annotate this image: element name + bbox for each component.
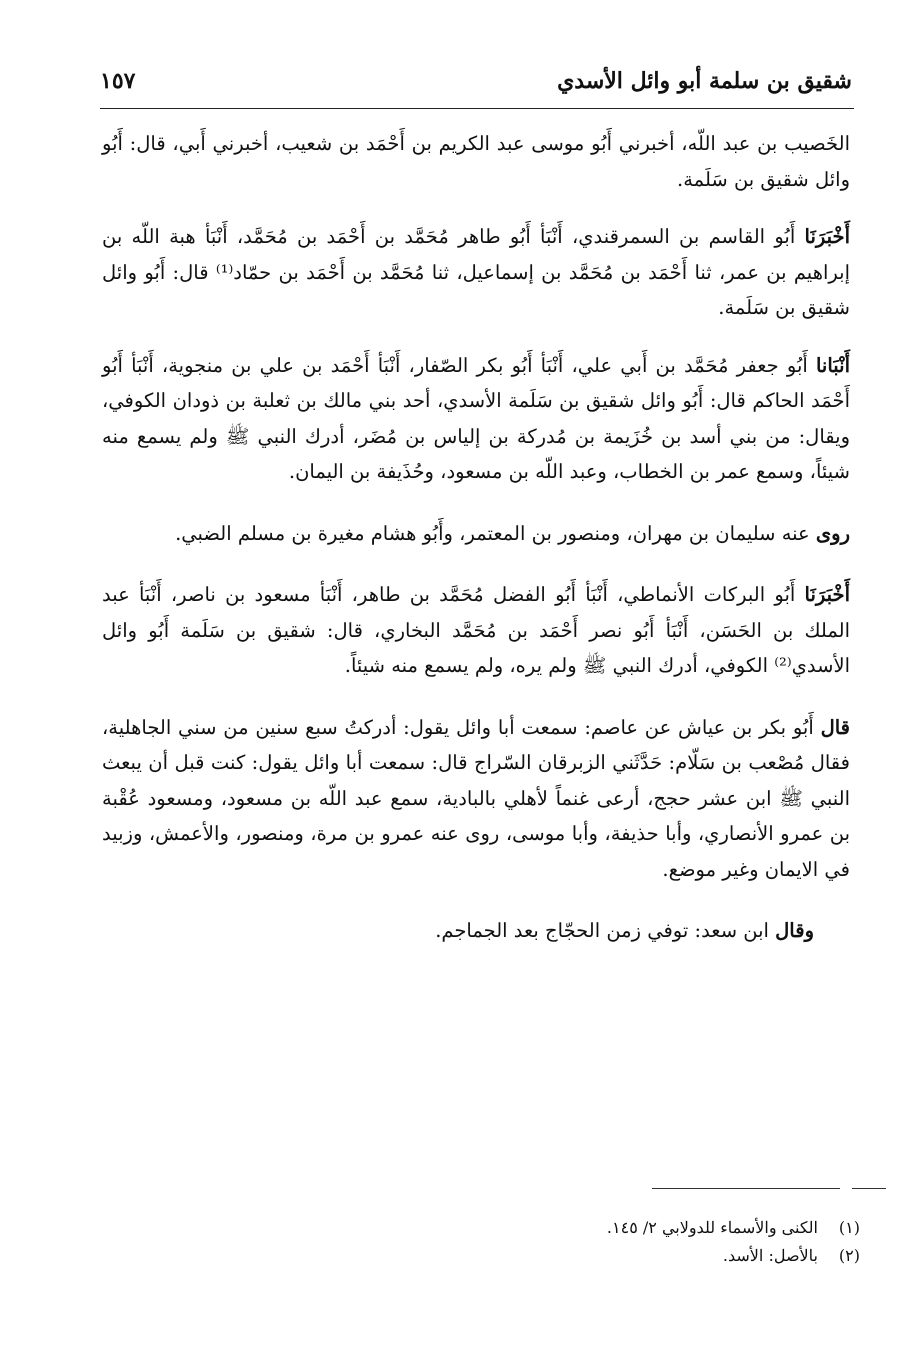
footnote-divider-short xyxy=(852,1188,886,1189)
paragraph-lead: وقال xyxy=(775,919,814,942)
footnotes xyxy=(300,1214,860,1270)
paragraph-4 xyxy=(102,516,850,552)
paragraph-text: أَبُو القاسم بن السمرقندي، أَنْبَأ أَبُو طاهر مُحَمَّد بن أَحْمَد بن مُحَمَّد، أَنْبَأ هبة اللّه بن إبراهيم بن عمر، ثنا أَحْمَد بن مُحَمَّد بن إسماعيل، ثنا مُحَمَّد بن أَحْمَد بن حمّاد⁽¹⁾ قال: أَبُو وائل شقيق بن سَلَمة. xyxy=(102,225,850,319)
paragraph-text: الخَصيب بن عبد اللّه، أخبرني أَبُو موسى عبد الكريم بن أَحْمَد بن شعيب، أخبرني أَبي، قال: أَبُو وائل شقيق بن سَلَمة. xyxy=(102,132,850,191)
paragraph-6 xyxy=(102,710,850,888)
footnote-text: الكنى والأسماء للدولابي ٢/ ١٤٥. xyxy=(606,1218,818,1237)
footnote-1 xyxy=(300,1214,860,1242)
paragraph-1 xyxy=(102,126,850,197)
footnote-number: (١) xyxy=(838,1218,860,1237)
paragraph-7 xyxy=(102,913,850,949)
paragraph-lead: أَنْبَانا xyxy=(815,353,850,377)
main-text xyxy=(102,126,850,971)
paragraph-5 xyxy=(102,577,850,684)
paragraph-text: أَبُو البركات الأنماطي، أَنْبَأ أَبُو الفضل مُحَمَّد بن طاهر، أَنْبَأ مسعود بن ناصر، أَنْبَأ عبد الملك بن الحَسَن، أَنْبَأ أَبُو نصر أَحْمَد بن مُحَمَّد البخاري، قال: شقيق بن سَلَمة أَبُو وائل الأسدي⁽²⁾ الكوفي، أدرك النبي ﷺ ولم يره، ولم يسمع منه شيئاً. xyxy=(102,583,850,677)
paragraph-lead: أَخْبَرَنَا xyxy=(804,583,850,606)
footnote-number: (٢) xyxy=(838,1246,860,1265)
paragraph-text: عنه سليمان بن مهران، ومنصور بن المعتمر، وأَبُو هشام مغيرة بن مسلم الضبي. xyxy=(175,521,816,545)
footnote-text: بالأصل: الأسد. xyxy=(722,1246,818,1265)
paragraph-text: أَبُو بكر بن عياش عن عاصم: سمعت أبا وائل يقول: أدركتُ سبع سنين من سني الجاهلية، فقال مُصْعب بن سَلّام: حَدَّثَني الزبرقان السّراج قال: سمعت أبا وائل يقول: كنت قبل أن يبعث النبي ﷺ ابن عشر حجج، أرعى غنماً لأهلي بالبادية، سمع عبد اللّه بن مسعود، ومسعود عُقْبة بن عمرو الأنصاري، وأبا حذيفة، وأبا موسى، روى عنه عمرو بن مرة، ومنصور، والأعمش، وزبيد في الايمان وغير موضع. xyxy=(102,715,850,881)
paragraph-lead: روى xyxy=(815,521,850,545)
page-number: ١٥٧ xyxy=(100,68,136,94)
footnote-2 xyxy=(300,1242,860,1270)
running-title: شقيق بن سلمة أبو وائل الأسدي xyxy=(557,68,852,94)
footnote-divider xyxy=(652,1188,840,1189)
header-divider xyxy=(100,108,854,109)
paragraph-lead: قال xyxy=(820,715,850,739)
paragraph-lead: أَخْبَرَنَا xyxy=(804,225,850,248)
paragraph-2 xyxy=(102,219,850,326)
paragraph-text: أَبُو جعفر مُحَمَّد بن أَبي علي، أَنْبَأ أَبُو بكر الصّفار، أَنْبَأ أَحْمَد بن علي بن منجوية، أَنْبَأ أَبُو أَحْمَد الحاكم قال: أَبُو وائل شقيق بن سَلَمة الأسدي، أحد بني مالك بن ثعلبة بن ذودان الكوفي، ويقال: من بني أسد بن خُزَيمة بن مُدركة بن إلياس بن مُضَر، أدرك النبي ﷺ ولم يسمع منه شيئاً، وسمع عمر بن الخطاب، وعبد اللّه بن مسعود، وحُذَيفة بن اليمان. xyxy=(102,353,850,483)
paragraph-text: ابن سعد: توفي زمن الحجّاج بعد الجماجم. xyxy=(435,919,776,942)
page-header xyxy=(100,68,852,106)
paragraph-3 xyxy=(102,348,850,490)
